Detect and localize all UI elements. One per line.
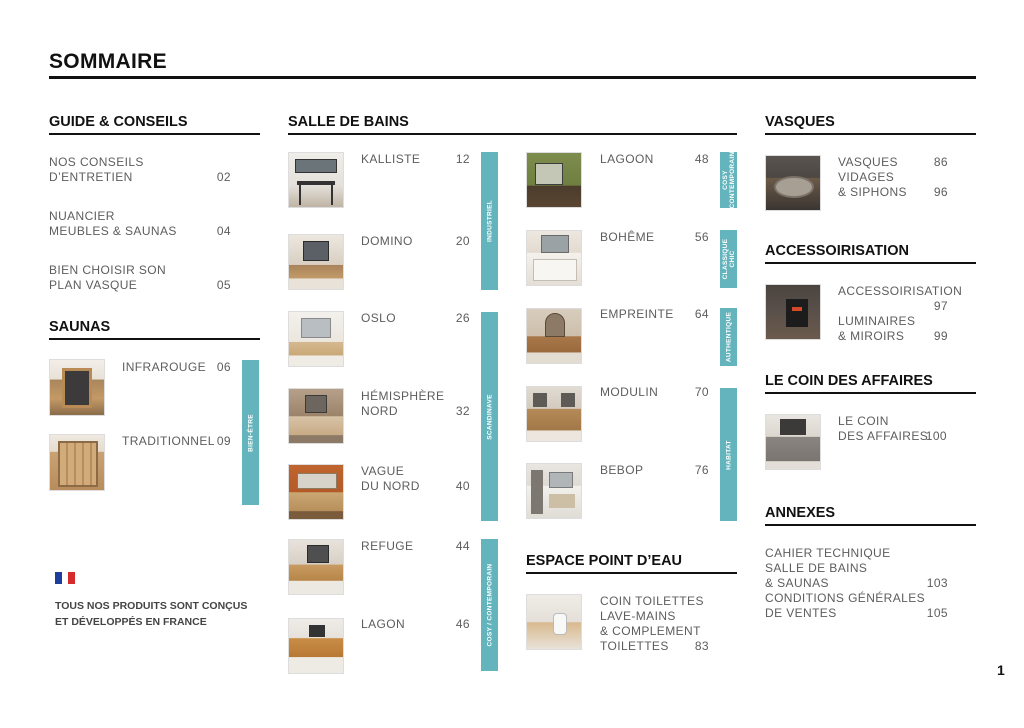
- product-empreinte-image: [526, 308, 582, 364]
- sauna-page-infrarouge: 06: [216, 360, 231, 374]
- product-bebop[interactable]: BEBOP: [600, 463, 644, 477]
- title-rule: [49, 76, 976, 79]
- product-empreinte-page: 64: [694, 307, 709, 321]
- affaires-image: [765, 414, 821, 470]
- product-oslo[interactable]: OSLO: [361, 311, 396, 325]
- vasques-item[interactable]: VASQUES VIDAGES & SIPHONS: [838, 155, 907, 199]
- made-in-france-note: TOUS NOS PRODUITS SONT CONÇUS ET DÉVELOPPÉS EN FRANCE: [55, 600, 248, 628]
- luminaires-page: 99: [933, 329, 948, 343]
- accessoirisation-page: 97: [933, 299, 948, 313]
- product-oslo-page: 26: [455, 311, 470, 325]
- product-bebop-page: 76: [694, 463, 709, 477]
- saunas-rule: [49, 338, 260, 340]
- annexes-heading: ANNEXES: [765, 505, 836, 521]
- accessoirisation-rule: [765, 262, 976, 264]
- product-kalliste-page: 12: [455, 152, 470, 166]
- product-boheme-image: [526, 230, 582, 286]
- tab-habitat: HABITAT: [720, 388, 737, 521]
- page-title: SOMMAIRE: [49, 50, 167, 73]
- tab-cosy-contemporain-small: COSY CONTEMPORAIN: [721, 151, 736, 209]
- affaires-page: 100: [925, 429, 947, 443]
- annexes-rule: [765, 524, 976, 526]
- sauna-traditionnel-image: [49, 434, 105, 491]
- annexes-cahier-technique[interactable]: CAHIER TECHNIQUE SALLE DE BAINS & SAUNAS: [765, 546, 891, 590]
- guide-page-plan-vasque: 05: [216, 278, 231, 292]
- espace-image: [526, 594, 582, 650]
- product-hemisphere-nord[interactable]: HÉMISPHÈRE NORD: [361, 389, 445, 418]
- sdb-rule: [288, 133, 737, 135]
- luminaires-item[interactable]: LUMINAIRES & MIROIRS: [838, 314, 916, 343]
- product-domino-image: [288, 234, 344, 290]
- product-hemisphere-page: 32: [455, 404, 470, 418]
- product-kalliste-image: [288, 152, 344, 208]
- espace-rule: [526, 572, 737, 574]
- annexes-conditions-page: 105: [926, 606, 948, 620]
- tab-industriel: INDUSTRIEL: [481, 152, 498, 290]
- annexes-conditions[interactable]: CONDITIONS GÉNÉRALES DE VENTES: [765, 591, 926, 620]
- product-vague-image: [288, 464, 344, 520]
- product-domino[interactable]: DOMINO: [361, 234, 413, 248]
- product-refuge-page: 44: [455, 539, 470, 553]
- sauna-item-traditionnel[interactable]: TRADITIONNEL: [122, 434, 215, 448]
- product-lagoon-image: [526, 152, 582, 208]
- guide-heading: GUIDE & CONSEILS: [49, 114, 188, 130]
- france-flag-icon: [55, 572, 75, 584]
- affaires-heading: LE COIN DES AFFAIRES: [765, 373, 933, 389]
- tab-scandinave: SCANDINAVE: [481, 312, 498, 521]
- tab-classique-chic: CLASSIQUE CHIC: [720, 230, 737, 288]
- accessoirisation-heading: ACCESSOIRISATION: [765, 243, 909, 259]
- product-lagon-image: [288, 618, 344, 674]
- accessoirisation-item[interactable]: ACCESSOIRISATION: [838, 284, 963, 298]
- product-vague-page: 40: [455, 479, 470, 493]
- guide-page-entretien: 02: [216, 170, 231, 184]
- product-vague-du-nord[interactable]: VAGUE DU NORD: [361, 464, 420, 493]
- espace-page: 83: [694, 639, 709, 653]
- guide-rule: [49, 133, 260, 135]
- tab-authentique: AUTHENTIQUE: [720, 308, 737, 366]
- product-domino-page: 20: [455, 234, 470, 248]
- affaires-rule: [765, 392, 976, 394]
- sauna-item-infrarouge[interactable]: INFRAROUGE: [122, 360, 207, 374]
- product-refuge[interactable]: REFUGE: [361, 539, 414, 553]
- product-lagoon[interactable]: LAGOON: [600, 152, 654, 166]
- product-bebop-image: [526, 463, 582, 519]
- vasques-image: [765, 155, 821, 211]
- page-number: 1: [997, 662, 1005, 678]
- product-empreinte[interactable]: EMPREINTE: [600, 307, 674, 321]
- sauna-infrarouge-image: [49, 359, 105, 416]
- annexes-cahier-page: 103: [926, 576, 948, 590]
- product-modulin[interactable]: MODULIN: [600, 385, 659, 399]
- accessoirisation-image: [765, 284, 821, 340]
- guide-item-nuancier[interactable]: NUANCIER MEUBLES & SAUNAS: [49, 209, 177, 238]
- tab-bien-etre: BIEN-ÊTRE: [242, 360, 259, 505]
- product-boheme-page: 56: [694, 230, 709, 244]
- product-modulin-page: 70: [694, 385, 709, 399]
- saunas-heading: SAUNAS: [49, 319, 111, 335]
- tab-cosy-contemporain: COSY / CONTEMPORAIN: [481, 539, 498, 671]
- espace-item[interactable]: COIN TOILETTES LAVE-MAINS & COMPLEMENT TOILETTES: [600, 594, 704, 653]
- product-oslo-image: [288, 311, 344, 367]
- product-modulin-image: [526, 386, 582, 442]
- product-hemisphere-image: [288, 388, 344, 444]
- product-kalliste[interactable]: KALLISTE: [361, 152, 421, 166]
- vasques-page-2: 96: [933, 185, 948, 199]
- vasques-page-1: 86: [933, 155, 948, 169]
- product-lagoon-page: 48: [694, 152, 709, 166]
- affaires-item[interactable]: LE COIN DES AFFAIRES: [838, 414, 929, 443]
- product-lagon[interactable]: LAGON: [361, 617, 406, 631]
- product-boheme[interactable]: BOHÊME: [600, 230, 655, 244]
- sdb-heading: SALLE DE BAINS: [288, 114, 409, 130]
- vasques-rule: [765, 133, 976, 135]
- product-refuge-image: [288, 539, 344, 595]
- guide-item-plan-vasque[interactable]: BIEN CHOISIR SON PLAN VASQUE: [49, 263, 167, 292]
- guide-page-nuancier: 04: [216, 224, 231, 238]
- sauna-page-traditionnel: 09: [216, 434, 231, 448]
- espace-heading: ESPACE POINT D’EAU: [526, 553, 683, 569]
- product-lagon-page: 46: [455, 617, 470, 631]
- vasques-heading: VASQUES: [765, 114, 835, 130]
- guide-item-entretien[interactable]: NOS CONSEILS D’ENTRETIEN: [49, 155, 144, 184]
